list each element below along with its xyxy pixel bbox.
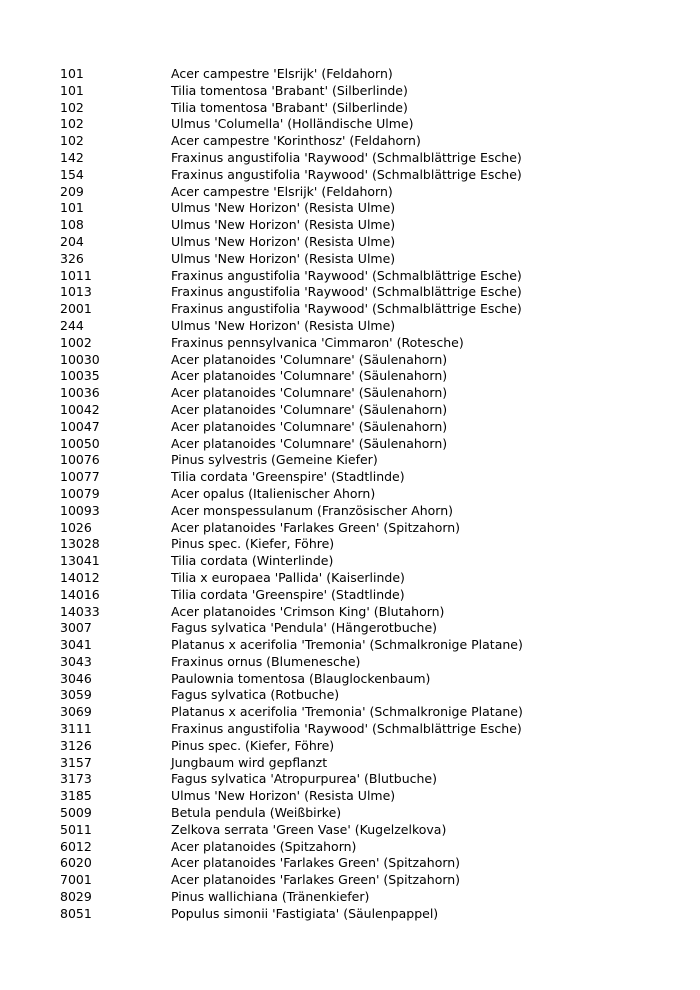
list-item	[60, 587, 523, 604]
tree-number: 6012	[60, 838, 92, 854]
list-item	[60, 839, 523, 856]
tree-number: 5011	[60, 821, 92, 837]
list-item	[60, 452, 523, 469]
tree-number: 108	[60, 217, 84, 233]
tree-number: 3059	[60, 687, 92, 703]
tree-species: Fraxinus pennsylvanica 'Cimmaron' (Rotesche)	[171, 334, 464, 350]
tree-number: 10042	[60, 401, 100, 417]
tree-species: Acer platanoides 'Columnare' (Säulenahorn)	[171, 351, 448, 367]
list-item	[60, 604, 523, 621]
list-item	[60, 368, 523, 385]
tree-number: 3007	[60, 620, 92, 636]
tree-number: 101	[60, 66, 84, 81]
tree-species: Fraxinus angustifolia 'Raywood' (Schmalblättrige Esche)	[171, 267, 522, 283]
tree-species: Acer platanoides 'Farlakes Green' (Spitzahorn)	[171, 519, 461, 535]
list-item	[60, 100, 523, 117]
list-item	[60, 520, 523, 537]
list-item	[60, 771, 523, 788]
tree-number: 142	[60, 149, 84, 165]
tree-species: Fraxinus angustifolia 'Raywood' (Schmalblättrige Esche)	[171, 149, 522, 165]
tree-number: 1011	[60, 267, 92, 283]
tree-species: Acer platanoides 'Columnare' (Säulenahorn)	[171, 435, 448, 451]
tree-species: Fagus sylvatica (Rotbuche)	[171, 687, 340, 703]
tree-number: 3069	[60, 704, 92, 720]
tree-species: Fraxinus angustifolia 'Raywood' (Schmalblättrige Esche)	[171, 166, 522, 182]
tree-species: Tilia cordata 'Greenspire' (Stadtlinde)	[171, 586, 405, 602]
tree-species: Fraxinus angustifolia 'Raywood' (Schmalblättrige Esche)	[171, 301, 522, 317]
tree-species: Acer platanoides 'Columnare' (Säulenahorn)	[171, 418, 448, 434]
tree-species: Jungbaum wird gepflanzt	[171, 754, 328, 770]
tree-number: 1013	[60, 284, 92, 300]
tree-species: Acer monspessulanum (Französischer Ahorn)	[171, 502, 453, 518]
list-item	[60, 301, 523, 318]
tree-species: Tilia tomentosa 'Brabant' (Silberlinde)	[171, 82, 408, 98]
tree-number: 13028	[60, 536, 100, 552]
tree-number: 10035	[60, 368, 100, 384]
tree-number: 101	[60, 200, 84, 216]
list-item	[60, 200, 523, 217]
tree-species: Acer platanoides 'Farlakes Green' (Spitzahorn)	[171, 872, 461, 888]
list-item	[60, 150, 523, 167]
list-item	[60, 352, 523, 369]
tree-species: Ulmus 'New Horizon' (Resista Ulme)	[171, 250, 396, 266]
tree-species: Paulownia tomentosa (Blauglockenbaum)	[171, 670, 431, 686]
tree-number: 244	[60, 317, 84, 333]
list-item	[60, 83, 523, 100]
tree-species: Platanus x acerifolia 'Tremonia' (Schmalkronige Platane)	[171, 704, 523, 720]
tree-species: Acer platanoides 'Columnare' (Säulenahorn)	[171, 368, 448, 384]
tree-species: Ulmus 'New Horizon' (Resista Ulme)	[171, 233, 396, 249]
tree-number: 8051	[60, 905, 92, 921]
list-item	[60, 671, 523, 688]
tree-species: Pinus spec. (Kiefer, Föhre)	[171, 536, 335, 552]
tree-species: Ulmus 'New Horizon' (Resista Ulme)	[171, 200, 396, 216]
tree-number: 8029	[60, 889, 92, 905]
list-item	[60, 755, 523, 772]
list-item	[60, 906, 523, 923]
list-item	[60, 788, 523, 805]
list-item	[60, 872, 523, 889]
tree-species: Ulmus 'Columella' (Holländische Ulme)	[171, 116, 414, 132]
list-item	[60, 536, 523, 553]
list-item	[60, 704, 523, 721]
tree-number: 3173	[60, 771, 92, 787]
tree-number: 3126	[60, 737, 92, 753]
tree-number: 13041	[60, 553, 100, 569]
tree-species: Fagus sylvatica 'Atropurpurea' (Blutbuche)	[171, 771, 437, 787]
list-item	[60, 318, 523, 335]
list-item	[60, 133, 523, 150]
tree-species: Ulmus 'New Horizon' (Resista Ulme)	[171, 317, 396, 333]
tree-number: 5009	[60, 805, 92, 821]
list-item	[60, 436, 523, 453]
tree-species: Tilia cordata (Winterlinde)	[171, 553, 334, 569]
list-item	[60, 469, 523, 486]
tree-number: 102	[60, 99, 84, 115]
tree-number: 10050	[60, 435, 100, 451]
tree-species: Acer platanoides (Spitzahorn)	[171, 838, 357, 854]
tree-number: 3043	[60, 653, 92, 669]
list-item	[60, 805, 523, 822]
list-item	[60, 167, 523, 184]
tree-number: 1026	[60, 519, 92, 535]
list-item	[60, 855, 523, 872]
tree-number: 10036	[60, 385, 100, 401]
tree-species: Ulmus 'New Horizon' (Resista Ulme)	[171, 788, 396, 804]
tree-species: Acer platanoides 'Farlakes Green' (Spitzahorn)	[171, 855, 461, 871]
list-item	[60, 553, 523, 570]
list-item	[60, 251, 523, 268]
tree-species: Betula pendula (Weißbirke)	[171, 805, 342, 821]
list-item	[60, 234, 523, 251]
tree-species: Pinus sylvestris (Gemeine Kiefer)	[171, 452, 378, 468]
list-item	[60, 654, 523, 671]
list-item	[60, 822, 523, 839]
tree-number: 209	[60, 183, 84, 199]
tree-number: 3111	[60, 721, 92, 737]
tree-species: Acer opalus (Italienischer Ahorn)	[171, 485, 376, 501]
list-item	[60, 738, 523, 755]
tree-number: 10076	[60, 452, 100, 468]
tree-number: 14012	[60, 569, 100, 585]
tree-number: 3046	[60, 670, 92, 686]
list-item	[60, 419, 523, 436]
tree-species: Populus simonii 'Fastigiata' (Säulenpappel)	[171, 905, 439, 921]
list-item	[60, 486, 523, 503]
tree-species: Tilia cordata 'Greenspire' (Stadtlinde)	[171, 469, 405, 485]
tree-species: Acer campestre 'Elsrijk' (Feldahorn)	[171, 66, 393, 81]
tree-number: 3185	[60, 788, 92, 804]
list-item	[60, 889, 523, 906]
tree-number: 101	[60, 82, 84, 98]
tree-species: Pinus spec. (Kiefer, Föhre)	[171, 737, 335, 753]
list-item	[60, 66, 523, 83]
list-item	[60, 620, 523, 637]
tree-number: 6020	[60, 855, 92, 871]
tree-number: 10079	[60, 485, 100, 501]
tree-species: Acer platanoides 'Columnare' (Säulenahorn)	[171, 385, 448, 401]
list-item	[60, 503, 523, 520]
tree-species: Acer platanoides 'Crimson King' (Blutahorn)	[171, 603, 445, 619]
list-item	[60, 184, 523, 201]
list-item	[60, 284, 523, 301]
tree-number: 14033	[60, 603, 100, 619]
list-item	[60, 570, 523, 587]
tree-species: Fraxinus angustifolia 'Raywood' (Schmalblättrige Esche)	[171, 721, 522, 737]
list-item	[60, 721, 523, 738]
tree-species: Zelkova serrata 'Green Vase' (Kugelzelkova)	[171, 821, 447, 837]
tree-species: Acer platanoides 'Columnare' (Säulenahorn)	[171, 401, 448, 417]
tree-number: 7001	[60, 872, 92, 888]
tree-number: 102	[60, 116, 84, 132]
list-item	[60, 217, 523, 234]
tree-species: Tilia x europaea 'Pallida' (Kaiserlinde)	[171, 569, 405, 585]
tree-number: 2001	[60, 301, 92, 317]
tree-species: Platanus x acerifolia 'Tremonia' (Schmalkronige Platane)	[171, 637, 523, 653]
list-item	[60, 335, 523, 352]
tree-number: 1002	[60, 334, 92, 350]
tree-species: Tilia tomentosa 'Brabant' (Silberlinde)	[171, 99, 408, 115]
tree-number: 154	[60, 166, 84, 182]
tree-species: Acer campestre 'Korinthosz' (Feldahorn)	[171, 133, 421, 149]
list-item	[60, 385, 523, 402]
list-item	[60, 268, 523, 285]
tree-number: 3157	[60, 754, 92, 770]
tree-species: Pinus wallichiana (Tränenkiefer)	[171, 889, 370, 905]
tree-number: 102	[60, 133, 84, 149]
tree-list	[60, 66, 523, 923]
tree-species: Acer campestre 'Elsrijk' (Feldahorn)	[171, 183, 393, 199]
tree-number: 14016	[60, 586, 100, 602]
tree-number: 326	[60, 250, 84, 266]
tree-species: Ulmus 'New Horizon' (Resista Ulme)	[171, 217, 396, 233]
list-item	[60, 116, 523, 133]
tree-species: Fraxinus angustifolia 'Raywood' (Schmalblättrige Esche)	[171, 284, 522, 300]
tree-number: 10030	[60, 351, 100, 367]
tree-species: Fraxinus ornus (Blumenesche)	[171, 653, 361, 669]
list-item	[60, 402, 523, 419]
list-item	[60, 687, 523, 704]
tree-number: 10047	[60, 418, 100, 434]
tree-number: 204	[60, 233, 84, 249]
tree-number: 3041	[60, 637, 92, 653]
list-item	[60, 637, 523, 654]
tree-species: Fagus sylvatica 'Pendula' (Hängerotbuche)	[171, 620, 438, 636]
tree-number: 10093	[60, 502, 100, 518]
tree-number: 10077	[60, 469, 100, 485]
